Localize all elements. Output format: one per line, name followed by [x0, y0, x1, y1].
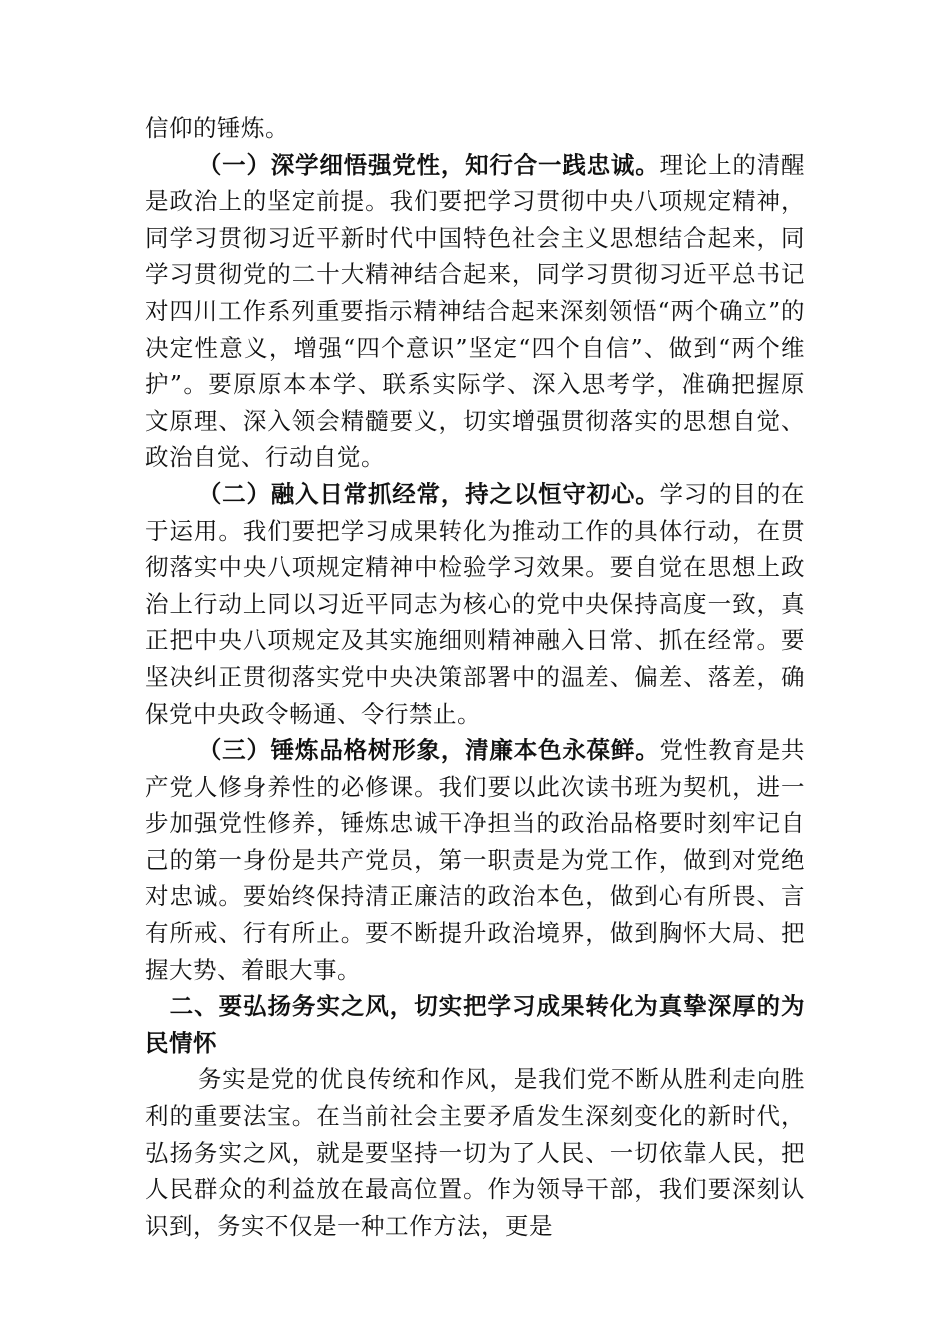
section-2-lead: （二）融入日常抓经常，持之以恒守初心。: [197, 479, 660, 508]
paragraph-text: 信仰的锤炼。: [145, 114, 289, 142]
section-3-text: 党性教育是共产党人修身养性的必修课。我们要以此次读书班为契机，进一步加强党性修养，锤炼忠诚干净担当的政治品格要时刻牢记自己的第一身份是共产党员，第一职责是为党工作，做到对党绝对忠诚。要始终保持清正廉洁的政治本色，做到心有所畏、言有所戒、行有所止。要不断提升政治境界，做到胸怀大局、把握大势、着眼大事。: [145, 736, 805, 984]
document-page: [145, 110, 805, 1244]
section-3-lead: （三）锤炼品格树形象，清廉本色永葆鲜。: [197, 736, 660, 765]
heading-part-2: 二、要弘扬务实之风，切实把学习成果转化为真挚深厚的为民情怀: [145, 992, 805, 1057]
section-1-lead: （一）深学细悟强党性，知行合一践忠诚。: [197, 150, 660, 179]
section-2-text: 学习的目的在于运用。我们要把学习成果转化为推动工作的具体行动，在贯彻落实中央八项规定精神中检验学习效果。要自觉在思想上政治上行动上同以习近平同志为核心的党中央保持高度一致，真正把中央八项规定及其实施细则精神融入日常、抓在经常。要坚决纠正贯彻落实党中央决策部署中的温差、偏差、落差，确保党中央政令畅通、令行禁止。: [145, 479, 805, 728]
paragraph-part-2-intro: [145, 1061, 805, 1244]
paragraph-continuation: [145, 110, 805, 147]
section-1-text: 理论上的清醒是政治上的坚定前提。我们要把学习贯彻中央八项规定精神，同学习贯彻习近平新时代中国特色社会主义思想结合起来，同学习贯彻党的二十大精神结合起来，同学习贯彻习近平总书记对四川工作系列重要指示精神结合起来深刻领悟“两个确立”的决定性意义，增强“四个意识”坚定“四个自信”、做到“两个维护”。要原原本本学、联系实际学、深入思考学，准确把握原文原理、深入领会精髓要义，切实增强贯彻落实的思想自觉、政治自觉、行动自觉。: [145, 150, 805, 472]
paragraph-section-2: [145, 476, 805, 732]
paragraph-section-1: [145, 147, 805, 476]
part-2-intro-text: 务实是党的优良传统和作风，是我们党不断从胜利走向胜利的重要法宝。在当前社会主要矛盾发生深刻变化的新时代，弘扬务实之风，就是要坚持一切为了人民、一切依靠人民，把人民群众的利益放在最高位置。作为领导干部，我们要深刻认识到，务实不仅是一种工作方法，更是: [145, 1065, 805, 1240]
paragraph-section-3: [145, 732, 805, 988]
